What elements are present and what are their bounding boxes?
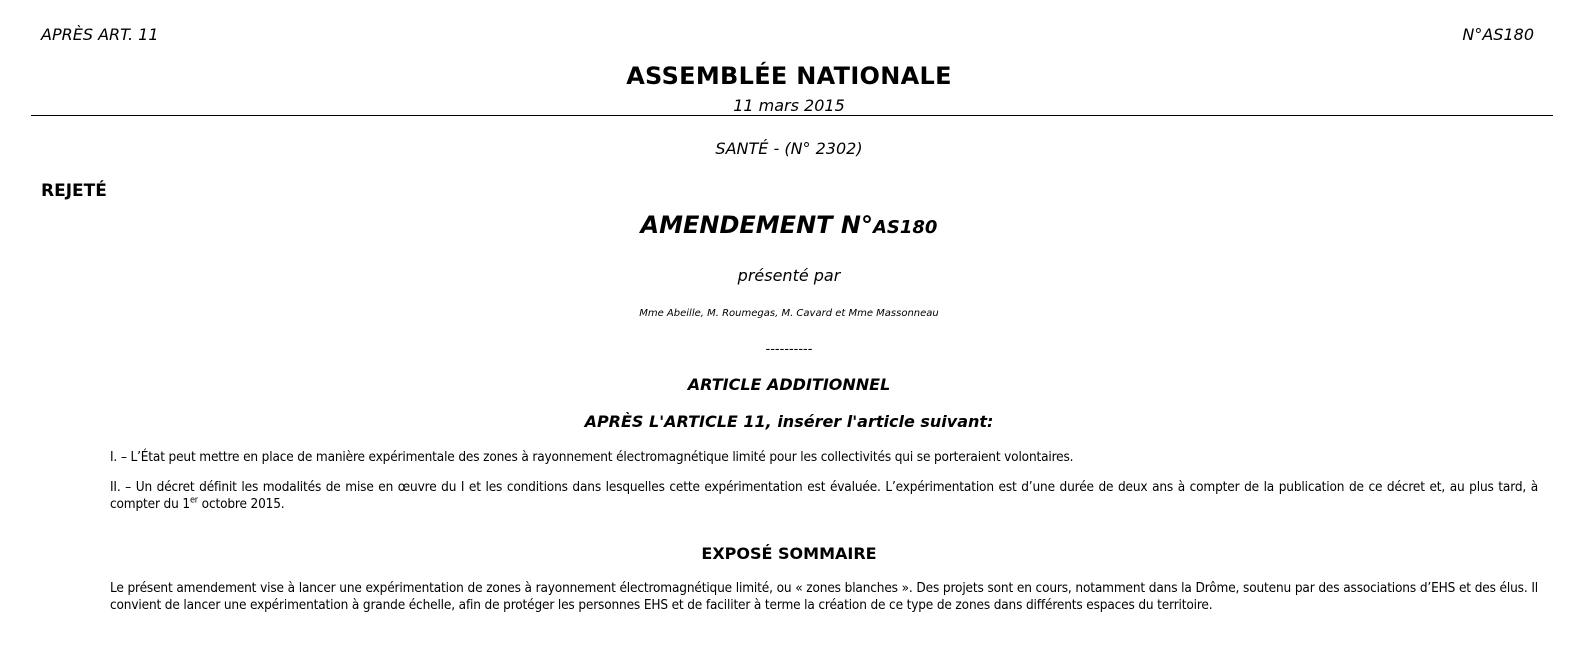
section-separator: ---------- [765,342,813,357]
amendment-title-number: AS180 [872,217,938,238]
body-paragraph-2 [110,479,1538,513]
ordinal-superscript: er [189,495,198,506]
paragraph-2-text: II. – Un décret définit les modalités de mise en œuvre du I et les conditions dans lesquelles cette expérimentation est évaluée. L’expérimentation est d’une durée de deux ans à compter de la publication de ce décret et, au plus tard, à compter du 1 [110,479,1538,512]
authors-list: Mme Abeille, M. Roumegas, M. Cavard et Mme Massonneau [639,308,939,319]
paragraph-2-end: octobre 2015. [197,496,285,512]
body-paragraph-1: I. – L’État peut mettre en place de manière expérimentale des zones à rayonnement électromagnétique limité pour les collectivités qui se porteraient volontaires. [110,449,1074,465]
bill-reference: SANTÉ - (N° 2302) [715,139,863,158]
expose-heading: EXPOSÉ SOMMAIRE [701,544,877,563]
status-badge: REJETÉ [41,181,107,201]
institution-title: ASSEMBLÉE NATIONALE [626,62,952,90]
document-date: 11 mars 2015 [733,96,845,115]
amendment-number-label: N°AS180 [1462,25,1534,44]
insert-instruction: APRÈS L'ARTICLE 11, insérer l'article suivant: [584,412,994,431]
expose-paragraph: Le présent amendement vise à lancer une expérimentation de zones à rayonnement électromagnétique limité, ou « zones blanches ». Des projets sont en cours, notamment dans la Drôme, soutenu par des associations d’EHS et des élus. Il convient de lancer une expérimentation à grande échelle, afin de protéger les personnes EHS et de faciliter à terme la création de ce type de zones dans différents espaces du territoire. [110,580,1538,613]
presented-by-label: présenté par [737,266,841,285]
article-heading: ARTICLE ADDITIONNEL [687,375,891,394]
header-divider [31,115,1553,116]
amendment-title [0,211,1578,239]
article-position-label: APRÈS ART. 11 [41,25,159,44]
amendment-title-prefix: AMENDEMENT N° [640,211,873,239]
